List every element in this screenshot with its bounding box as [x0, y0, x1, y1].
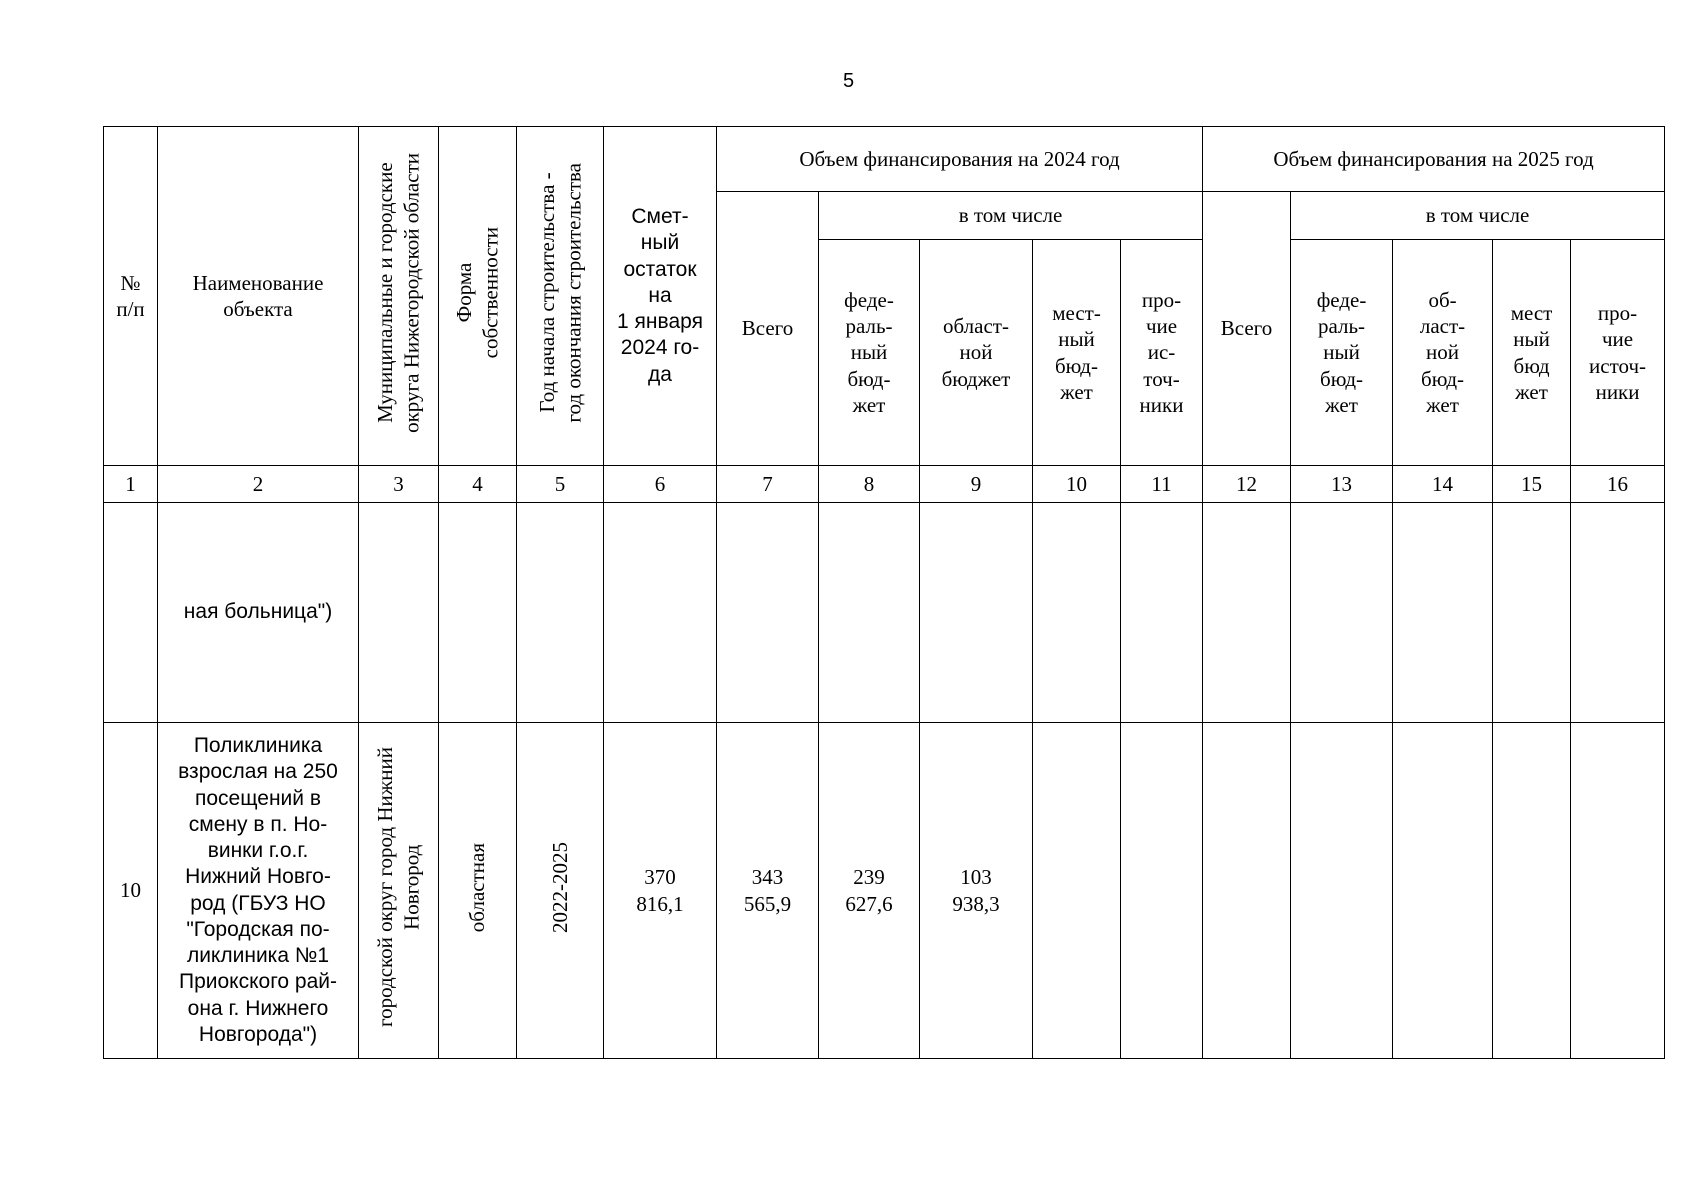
cell-empty — [359, 503, 439, 723]
header-oth-2024: про- чие ис- точ- ники — [1121, 240, 1203, 466]
column-number: 12 — [1203, 466, 1291, 503]
header-years-cell — [517, 127, 604, 466]
column-number: 14 — [1393, 466, 1493, 503]
header-incl-2025: в том числе — [1291, 192, 1665, 240]
cell-empty — [1291, 503, 1393, 723]
page-number: 5 — [842, 70, 855, 92]
cell-loc-2024 — [1033, 723, 1121, 1059]
column-number: 15 — [1493, 466, 1571, 503]
header-ownership-cell — [439, 127, 517, 466]
cell-empty — [604, 503, 717, 723]
header-years: Год начала строительства - год окончания строительства — [534, 163, 585, 423]
cell-empty — [104, 503, 158, 723]
header-estimate: Смет- ный остаток на 1 января 2024 го- да — [604, 127, 717, 466]
header-incl-2024: в том числе — [819, 192, 1203, 240]
cell-reg-2025 — [1393, 723, 1493, 1059]
cell-name-continuation: ная больница") — [158, 503, 359, 723]
cell-empty — [439, 503, 517, 723]
header-reg-2024: област- ной бюджет — [920, 240, 1033, 466]
cell-years-text: 2022-2025 — [547, 841, 572, 933]
cell-loc-2025 — [1493, 723, 1571, 1059]
header-row-1 — [104, 127, 1665, 192]
cell-empty — [819, 503, 920, 723]
column-number: 1 — [104, 466, 158, 503]
column-number: 10 — [1033, 466, 1121, 503]
header-name: Наименование объекта — [158, 127, 359, 466]
cell-no: 10 — [104, 723, 158, 1059]
cell-total-2025 — [1203, 723, 1291, 1059]
cell-fed-2025 — [1291, 723, 1393, 1059]
cell-empty — [1393, 503, 1493, 723]
header-municipal: Муниципальные и городские округа Нижегородской области — [373, 152, 424, 433]
cell-empty — [1571, 503, 1665, 723]
header-ownership: Форма собственности — [452, 227, 503, 359]
cell-ownership — [439, 723, 517, 1059]
column-number: 7 — [717, 466, 819, 503]
column-number: 8 — [819, 466, 920, 503]
column-number: 13 — [1291, 466, 1393, 503]
cell-empty — [517, 503, 604, 723]
header-reg-2025: об- ласт- ной бюд- жет — [1393, 240, 1493, 466]
column-number: 2 — [158, 466, 359, 503]
table-row — [104, 723, 1665, 1059]
column-number: 16 — [1571, 466, 1665, 503]
cell-oth-2024 — [1121, 723, 1203, 1059]
header-municipal-cell — [359, 127, 439, 466]
cell-fed-2024: 239 627,6 — [819, 723, 920, 1059]
header-total-2024: Всего — [717, 192, 819, 466]
header-oth-2025: про- чие источ- ники — [1571, 240, 1665, 466]
cell-ownership-text: областная — [465, 842, 490, 932]
cell-total-2024: 343 565,9 — [717, 723, 819, 1059]
cell-years — [517, 723, 604, 1059]
table-row-continuation — [104, 503, 1665, 723]
financing-table — [103, 126, 1665, 1059]
cell-estimate: 370 816,1 — [604, 723, 717, 1059]
cell-municipal-text: городской округ город Нижний Новгород — [373, 747, 424, 1028]
header-funding-2024: Объем финансирования на 2024 год — [717, 127, 1203, 192]
cell-empty — [1033, 503, 1121, 723]
header-no: № п/п — [104, 127, 158, 466]
column-number-row — [104, 466, 1665, 503]
cell-empty — [1493, 503, 1571, 723]
cell-oth-2025 — [1571, 723, 1665, 1059]
cell-empty — [1121, 503, 1203, 723]
column-number: 6 — [604, 466, 717, 503]
header-loc-2025: мест ный бюд жет — [1493, 240, 1571, 466]
header-funding-2025: Объем финансирования на 2025 год — [1203, 127, 1665, 192]
cell-reg-2024: 103 938,3 — [920, 723, 1033, 1059]
cell-empty — [1203, 503, 1291, 723]
cell-name: Поликлиника взрослая на 250 посещений в смену в п. Но- винки г.о.г. Нижний Новго- род (ГБУЗ НО "Городская по- ликлиника №1 Приокского рай- она г. Нижнего Новгорода") — [158, 723, 359, 1059]
header-fed-2025: феде- раль- ный бюд- жет — [1291, 240, 1393, 466]
header-fed-2024: феде- раль- ный бюд- жет — [819, 240, 920, 466]
column-number: 4 — [439, 466, 517, 503]
column-number: 9 — [920, 466, 1033, 503]
cell-empty — [920, 503, 1033, 723]
cell-empty — [717, 503, 819, 723]
column-number: 3 — [359, 466, 439, 503]
column-number: 5 — [517, 466, 604, 503]
column-number: 11 — [1121, 466, 1203, 503]
cell-municipal — [359, 723, 439, 1059]
header-loc-2024: мест- ный бюд- жет — [1033, 240, 1121, 466]
header-total-2025: Всего — [1203, 192, 1291, 466]
